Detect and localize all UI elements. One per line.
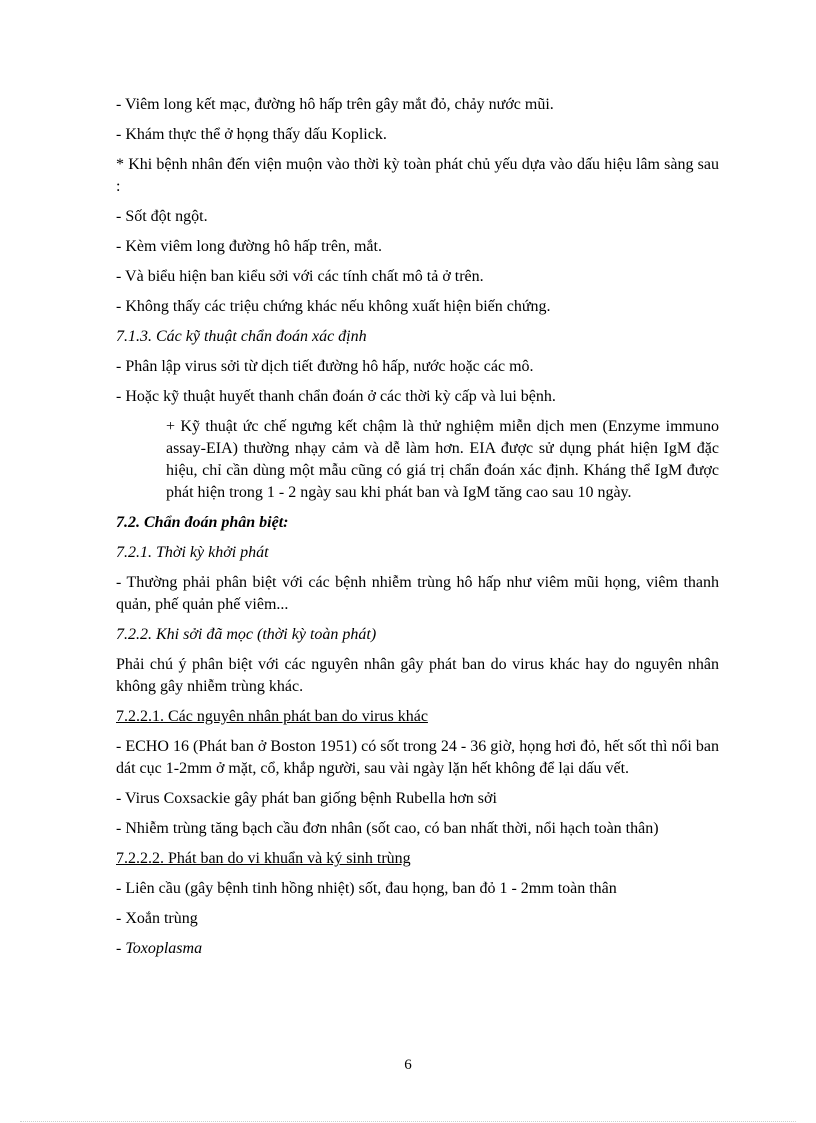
subsubsection-heading: 7.2.2.2. Phát ban do vi khuẩn và ký sinh trùng	[116, 850, 411, 867]
paragraph: - Thường phải phân biệt với các bệnh nhiễm trùng hô hấp như viêm mũi họng, viêm thanh quản, phế quản phế viêm...	[116, 574, 719, 613]
subsubsection-heading: 7.2.2.1. Các nguyên nhân phát ban do virus khác	[116, 708, 428, 725]
indented-paragraph: + Kỹ thuật ức chế ngưng kết chậm là thử nghiệm miễn dịch men (Enzyme immuno assay-EIA) thường nhạy cảm và dễ làm hơn. EIA được sử dụng phát hiện IgM đặc hiệu, chỉ cần dùng một mẫu cũng có giá trị chẩn đoán xác định. Kháng thể IgM được phát hiện trong 1 - 2 ngày sau khi phát ban và IgM tăng cao sau 10 ngày.	[166, 418, 719, 501]
paragraph: - Kèm viêm long đường hô hấp trên, mắt.	[116, 238, 382, 255]
paragraph: - Virus Coxsackie gây phát ban giống bệnh Rubella hơn sởi	[116, 790, 497, 807]
paragraph: - ECHO 16 (Phát ban ở Boston 1951) có sốt trong 24 - 36 giờ, họng hơi đỏ, hết sốt thì nổi ban dát cục 1-2mm ở mặt, cổ, khắp người, sau vài ngày lặn hết không để lại dấu vết.	[116, 738, 719, 777]
paragraph: - Khám thực thể ở họng thấy dấu Koplick.	[116, 126, 387, 143]
section-heading: 7.2. Chẩn đoán phân biệt:	[116, 514, 289, 531]
paragraph: - Không thấy các triệu chứng khác nếu không xuất hiện biến chứng.	[116, 298, 551, 315]
section-heading: 7.1.3. Các kỹ thuật chẩn đoán xác định	[116, 328, 367, 345]
paragraph: - Phân lập virus sởi từ dịch tiết đường hô hấp, nước hoặc các mô.	[116, 358, 534, 375]
paragraph: - Liên cầu (gây bệnh tinh hồng nhiệt) sốt, đau họng, ban đỏ 1 - 2mm toàn thân	[116, 880, 617, 897]
subsection-heading: 7.2.1. Thời kỳ khởi phát	[116, 544, 269, 561]
page-bottom-rule	[20, 1121, 796, 1122]
paragraph-toxoplasma: - Toxoplasma	[116, 940, 203, 957]
paragraph: Phải chú ý phân biệt với các nguyên nhân gây phát ban do virus khác hay do nguyên nhân không gây nhiễm trùng khác.	[116, 656, 719, 695]
paragraph: - Sốt đột ngột.	[116, 208, 208, 225]
paragraph: - Viêm long kết mạc, đường hô hấp trên gây mắt đỏ, chảy nước mũi.	[116, 96, 554, 113]
subsection-heading: 7.2.2. Khi sởi đã mọc (thời kỳ toàn phát)	[116, 626, 377, 643]
paragraph: - Hoặc kỹ thuật huyết thanh chẩn đoán ở các thời kỳ cấp và lui bệnh.	[116, 388, 556, 405]
document-body	[116, 94, 719, 968]
paragraph: - Xoắn trùng	[116, 910, 198, 927]
paragraph: * Khi bệnh nhân đến viện muộn vào thời kỳ toàn phát chủ yếu dựa vào dấu hiệu lâm sàng sau :	[116, 156, 719, 195]
page-number: 6	[404, 1057, 412, 1073]
paragraph: - Nhiễm trùng tăng bạch cầu đơn nhân (sốt cao, có ban nhất thời, nổi hạch toàn thân)	[116, 820, 659, 837]
paragraph: - Và biểu hiện ban kiểu sởi với các tính chất mô tả ở trên.	[116, 268, 484, 285]
